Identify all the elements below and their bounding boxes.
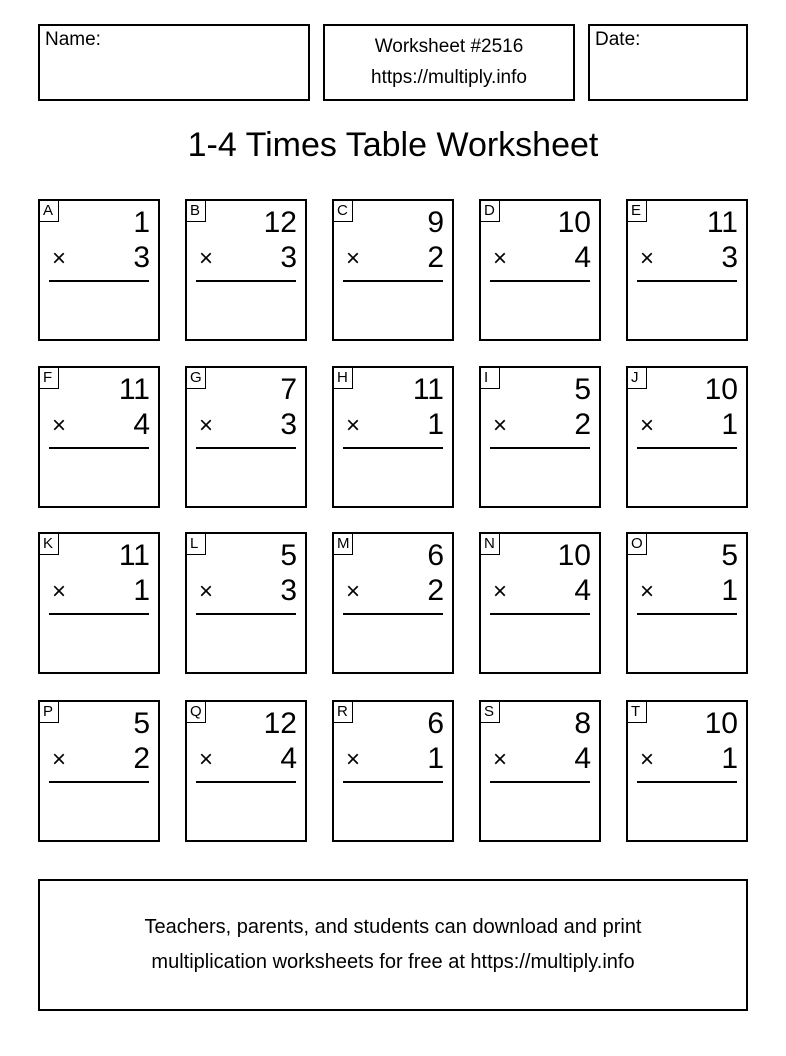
answer-area[interactable] <box>490 452 590 500</box>
problem-multiplier: 1 <box>721 408 738 441</box>
multiply-sign: × <box>493 412 508 439</box>
answer-line <box>343 613 443 615</box>
multiply-sign: × <box>199 245 214 272</box>
problem-letter: E <box>627 200 647 222</box>
problem-multiplier: 4 <box>280 742 297 775</box>
problem-multiplier: 1 <box>427 742 444 775</box>
problem-multiplicand: 11 <box>412 373 444 406</box>
problem-multiplier: 4 <box>574 241 591 274</box>
problem-letter: K <box>39 533 59 555</box>
problem-multiplier: 1 <box>721 742 738 775</box>
problem-multiplicand: 5 <box>133 707 150 740</box>
answer-line <box>637 280 737 282</box>
problem-card <box>38 532 160 674</box>
problem-letter: H <box>333 367 353 389</box>
problem-letter: R <box>333 701 353 723</box>
problem-card <box>479 366 601 508</box>
problem-card <box>38 199 160 341</box>
answer-line <box>490 280 590 282</box>
problem-multiplicand: 11 <box>118 539 150 572</box>
problem-multiplier: 3 <box>280 574 297 607</box>
answer-area[interactable] <box>490 285 590 333</box>
problem-multiplier: 1 <box>721 574 738 607</box>
multiply-sign: × <box>493 245 508 272</box>
multiply-sign: × <box>640 746 655 773</box>
multiply-sign: × <box>199 746 214 773</box>
multiply-sign: × <box>52 578 67 605</box>
problem-card <box>38 700 160 842</box>
answer-area[interactable] <box>49 452 149 500</box>
answer-area[interactable] <box>49 786 149 834</box>
problem-card <box>626 532 748 674</box>
problem-card <box>626 199 748 341</box>
name-label: Name: <box>45 29 101 50</box>
problem-letter: J <box>627 367 647 389</box>
multiply-sign: × <box>199 412 214 439</box>
problem-multiplicand: 8 <box>574 707 591 740</box>
problem-multiplicand: 5 <box>280 539 297 572</box>
problem-card <box>479 532 601 674</box>
multiply-sign: × <box>493 578 508 605</box>
problem-card <box>332 532 454 674</box>
multiply-sign: × <box>640 245 655 272</box>
answer-line <box>49 613 149 615</box>
problem-multiplier: 3 <box>133 241 150 274</box>
problem-multiplicand: 12 <box>263 206 297 239</box>
answer-area[interactable] <box>343 452 443 500</box>
answer-area[interactable] <box>343 618 443 666</box>
answer-area[interactable] <box>196 452 296 500</box>
problem-letter: F <box>39 367 59 389</box>
page-title: 1-4 Times Table Worksheet <box>187 126 599 164</box>
problem-multiplicand: 10 <box>704 373 738 406</box>
answer-line <box>196 280 296 282</box>
answer-area[interactable] <box>196 786 296 834</box>
answer-line <box>490 781 590 783</box>
answer-line <box>637 781 737 783</box>
answer-line <box>49 280 149 282</box>
problem-multiplicand: 10 <box>557 206 591 239</box>
multiply-sign: × <box>52 746 67 773</box>
multiply-sign: × <box>52 412 67 439</box>
problem-letter: D <box>480 200 500 222</box>
problem-letter: M <box>333 533 353 555</box>
footer-line-1: Teachers, parents, and students can download and print <box>144 916 642 938</box>
answer-area[interactable] <box>343 285 443 333</box>
problem-multiplier: 1 <box>133 574 150 607</box>
problem-multiplier: 2 <box>427 241 444 274</box>
problem-multiplicand: 9 <box>427 206 444 239</box>
problem-multiplicand: 11 <box>706 206 738 239</box>
problem-multiplicand: 12 <box>263 707 297 740</box>
problem-card <box>332 700 454 842</box>
problem-multiplicand: 6 <box>427 539 444 572</box>
multiply-sign: × <box>346 578 361 605</box>
problem-card <box>332 199 454 341</box>
problem-multiplicand: 6 <box>427 707 444 740</box>
answer-line <box>637 447 737 449</box>
date-label: Date: <box>595 29 641 50</box>
answer-area[interactable] <box>49 618 149 666</box>
answer-area[interactable] <box>637 452 737 500</box>
answer-line <box>196 613 296 615</box>
problem-multiplier: 3 <box>280 408 297 441</box>
problem-multiplicand: 5 <box>574 373 591 406</box>
answer-area[interactable] <box>490 618 590 666</box>
problem-letter: C <box>333 200 353 222</box>
problem-card <box>479 700 601 842</box>
answer-line <box>49 447 149 449</box>
problem-multiplier: 2 <box>133 742 150 775</box>
answer-area[interactable] <box>196 285 296 333</box>
multiply-sign: × <box>493 746 508 773</box>
problem-letter: S <box>480 701 500 723</box>
multiply-sign: × <box>52 245 67 272</box>
problem-multiplier: 2 <box>427 574 444 607</box>
answer-area[interactable] <box>637 786 737 834</box>
problem-card <box>185 532 307 674</box>
multiply-sign: × <box>346 412 361 439</box>
problem-multiplicand: 7 <box>280 373 297 406</box>
problem-card <box>185 366 307 508</box>
problem-multiplier: 4 <box>574 742 591 775</box>
problem-multiplier: 2 <box>574 408 591 441</box>
problem-card <box>185 199 307 341</box>
problem-card <box>38 366 160 508</box>
problem-letter: P <box>39 701 59 723</box>
problem-card <box>479 199 601 341</box>
problem-multiplier: 4 <box>133 408 150 441</box>
multiply-sign: × <box>346 245 361 272</box>
problem-letter: N <box>480 533 500 555</box>
answer-line <box>196 781 296 783</box>
problem-multiplier: 1 <box>427 408 444 441</box>
problem-card <box>626 700 748 842</box>
problem-multiplicand: 10 <box>704 707 738 740</box>
answer-line <box>490 447 590 449</box>
answer-area[interactable] <box>196 618 296 666</box>
problem-multiplier: 3 <box>280 241 297 274</box>
problem-letter: L <box>186 533 206 555</box>
answer-line <box>49 781 149 783</box>
footer-line-2: multiplication worksheets for free at https://multiply.info <box>151 951 635 973</box>
answer-area[interactable] <box>343 786 443 834</box>
answer-line <box>637 613 737 615</box>
problem-letter: A <box>39 200 59 222</box>
problem-multiplier: 4 <box>574 574 591 607</box>
multiply-sign: × <box>346 746 361 773</box>
answer-line <box>490 613 590 615</box>
answer-area[interactable] <box>490 786 590 834</box>
problem-card <box>332 366 454 508</box>
problem-card <box>185 700 307 842</box>
problem-letter: T <box>627 701 647 723</box>
multiply-sign: × <box>640 412 655 439</box>
worksheet-url: https://multiply.info <box>371 67 527 88</box>
multiply-sign: × <box>640 578 655 605</box>
answer-line <box>343 781 443 783</box>
problem-multiplicand: 11 <box>118 373 150 406</box>
answer-line <box>343 447 443 449</box>
problem-letter: I <box>480 367 500 389</box>
problem-multiplicand: 1 <box>133 206 150 239</box>
answer-line <box>343 280 443 282</box>
answer-area[interactable] <box>637 618 737 666</box>
answer-area[interactable] <box>637 285 737 333</box>
problem-letter: G <box>186 367 206 389</box>
answer-line <box>196 447 296 449</box>
footer-box <box>38 879 748 1011</box>
problem-multiplicand: 5 <box>721 539 738 572</box>
answer-area[interactable] <box>49 285 149 333</box>
multiply-sign: × <box>199 578 214 605</box>
problem-multiplier: 3 <box>721 241 738 274</box>
worksheet-number: Worksheet #2516 <box>374 36 524 57</box>
problem-letter: O <box>627 533 647 555</box>
problem-multiplicand: 10 <box>557 539 591 572</box>
problem-letter: B <box>186 200 206 222</box>
problem-letter: Q <box>186 701 206 723</box>
problem-card <box>626 366 748 508</box>
